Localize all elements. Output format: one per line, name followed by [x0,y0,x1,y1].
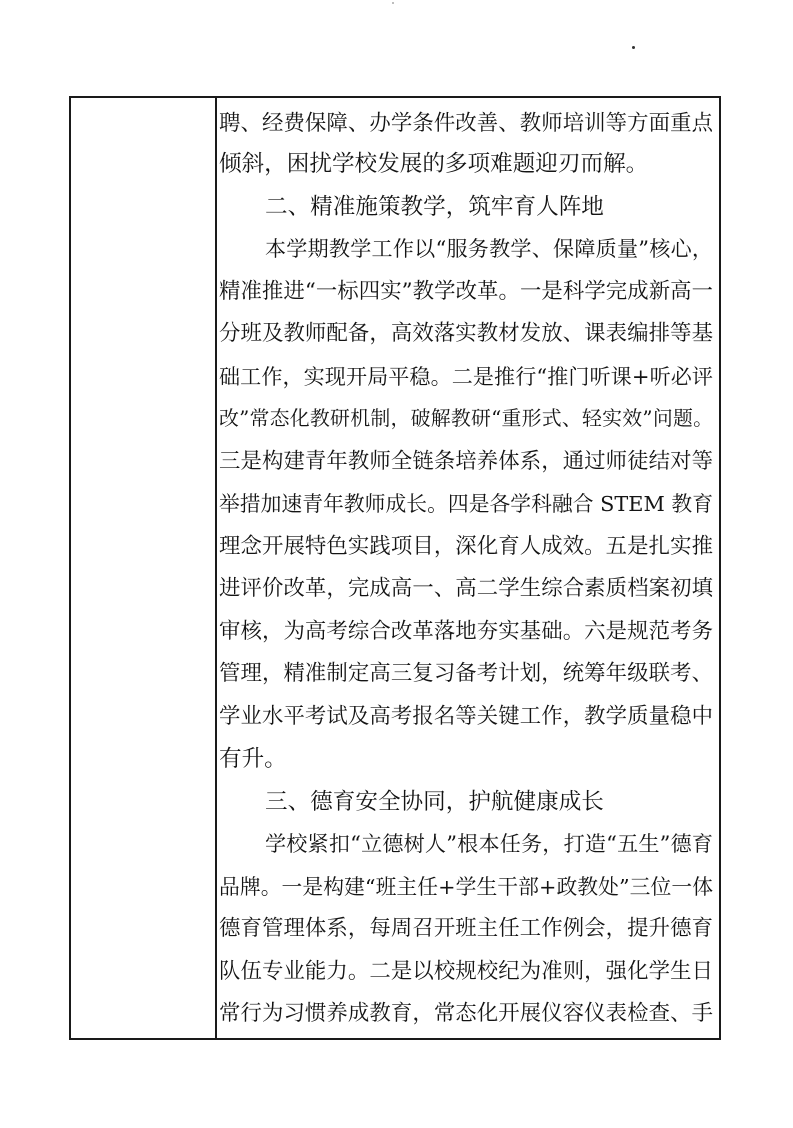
paragraph-line: 学业水平考试及高考报名等关键工作，教学质量稳中 [219,704,713,729]
scan-speck [632,46,635,49]
paragraph-line: 分班及教师配备，高效落实教材发放、课表编排等基 [219,321,713,346]
paragraph-line: 聘、经费保障、办学条件改善、教师培训等方面重点 [219,111,713,136]
paragraph-line: 进评价改革，完成高一、高二学生综合素质档案初填 [219,576,713,601]
label-cell [71,98,215,1038]
content-cell [219,98,719,1038]
paragraph-line: 精准推进“一标四实”教学改革。一是科学完成新高一 [219,279,713,304]
paragraph-line: 常行为习惯养成教育，常态化开展仪容仪表检查、手 [219,1001,713,1026]
paragraph-line: 础工作，实现开局平稳。二是推行“推门听课+听必评 [219,364,713,389]
paragraph-line: 队伍专业能力。二是以校规校纪为准则，强化学生日 [219,959,713,984]
paragraph-line: 学校紧扣“立德树人”根本任务，打造“五生”德育 [265,831,713,856]
paragraph-line: 德育管理体系，每周召开班主任工作例会，提升德育 [219,916,713,941]
paragraph-line: 举措加速青年教师成长。四是各学科融合 STEM 教育 [219,492,713,516]
column-divider [215,98,217,1038]
paragraph-line: 理念开展特色实践项目，深化育人成效。五是扎实推 [219,534,713,559]
section-heading: 二、精准施策教学，筑牢育人阵地 [265,194,604,220]
paragraph-line: 品牌。一是构建“班主任+学生干部+政教处”三位一体 [219,875,713,899]
section-heading: 三、德育安全协同，护航健康成长 [265,789,604,815]
paragraph-line: 管理，精准制定高三复习备考计划，统筹年级联考、 [219,661,713,686]
form-table [69,96,721,1040]
paragraph-line: 有升。 [219,746,287,772]
paragraph-line: 三是构建青年教师全链条培养体系，通过师徒结对等 [219,449,713,474]
paragraph-line: 审核，为高考综合改革落地夯实基础。六是规范考务 [219,619,713,644]
paragraph-line: 倾斜，困扰学校发展的多项难题迎刃而解。 [219,151,649,177]
scan-speck [392,2,394,4]
paragraph-line: 改”常态化教研机制，破解教研“重形式、轻实效”问题。 [219,407,713,430]
paragraph-line: 本学期教学工作以“服务教学、保障质量”核心， [265,236,713,261]
